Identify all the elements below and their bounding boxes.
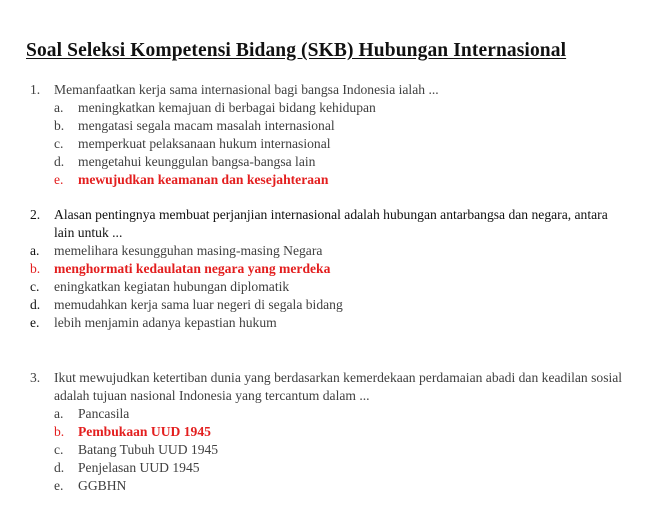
question-1 <box>30 81 630 189</box>
option-text: menghormati kedaulatan negara yang merdeka <box>54 261 331 276</box>
option-a <box>54 99 630 117</box>
option-letter: a. <box>54 406 64 421</box>
question-text: Ikut mewujudkan ketertiban dunia yang berdasarkan kemerdekaan perdamaian abadi dan keadilan sosial adalah tujuan nasional Indonesia yang tercantum dalam ... <box>54 370 623 403</box>
option-text: memudahkan kerja sama luar negeri di segala bidang <box>54 297 343 312</box>
option-c <box>30 278 630 296</box>
option-e <box>30 314 630 332</box>
option-d <box>54 459 630 477</box>
option-text: mengatasi segala macam masalah internasional <box>78 118 335 133</box>
option-a <box>30 242 630 260</box>
option-letter: c. <box>54 136 64 151</box>
question-number: 1. <box>30 82 41 97</box>
option-letter: e. <box>30 315 40 330</box>
option-c <box>54 135 630 153</box>
option-letter: c. <box>54 442 64 457</box>
page-title: Soal Seleksi Kompetensi Bidang (SKB) Hubungan Internasional <box>26 40 567 61</box>
option-b <box>54 117 630 135</box>
option-b-correct-answer <box>54 423 630 441</box>
option-list <box>30 242 630 332</box>
question-stem <box>30 206 630 242</box>
question-text: Alasan pentingnya membuat perjanjian internasional adalah hubungan antarbangsa dan negara, antara lain untuk ... <box>54 207 622 240</box>
option-letter: a. <box>30 243 40 258</box>
option-letter: e. <box>54 478 64 493</box>
option-a <box>54 405 630 423</box>
option-letter: b. <box>54 424 65 439</box>
option-letter: c. <box>30 279 40 294</box>
option-letter: d. <box>54 460 65 475</box>
option-letter: b. <box>30 261 41 276</box>
option-d <box>54 153 630 171</box>
option-text: lebih menjamin adanya kepastian hukum <box>54 315 277 330</box>
option-text: Penjelasan UUD 1945 <box>78 460 200 475</box>
question-stem <box>30 369 630 405</box>
option-b-correct-answer <box>30 260 630 278</box>
question-number: 2. <box>30 207 41 222</box>
option-e <box>54 477 630 495</box>
question-2 <box>30 206 630 332</box>
option-letter: a. <box>54 100 64 115</box>
question-text: Memanfaatkan kerja sama internasional bagi bangsa Indonesia ialah ... <box>54 82 439 97</box>
option-letter: b. <box>54 118 65 133</box>
option-e-correct-answer <box>54 171 630 189</box>
option-text: mewujudkan keamanan dan kesejahteraan <box>78 172 329 187</box>
option-c <box>54 441 630 459</box>
option-text: Pancasila <box>78 406 130 421</box>
question-3 <box>30 369 630 495</box>
question-stem <box>30 81 630 99</box>
option-d <box>30 296 630 314</box>
option-list <box>30 405 630 495</box>
option-text: GGBHN <box>78 478 127 493</box>
option-text: meningkatkan kemajuan di berbagai bidang kehidupan <box>78 100 376 115</box>
option-text: mengetahui keunggulan bangsa-bangsa lain <box>78 154 316 169</box>
option-text: memelihara kesungguhan masing-masing Negara <box>54 243 323 258</box>
option-text: Pembukaan UUD 1945 <box>78 424 211 439</box>
option-text: eningkatkan kegiatan hubungan diplomatik <box>54 279 290 294</box>
question-number: 3. <box>30 370 41 385</box>
option-letter: d. <box>30 297 41 312</box>
option-list <box>30 99 630 189</box>
option-letter: e. <box>54 172 64 187</box>
option-text: memperkuat pelaksanaan hukum internasional <box>78 136 331 151</box>
option-letter: d. <box>54 154 65 169</box>
option-text: Batang Tubuh UUD 1945 <box>78 442 219 457</box>
